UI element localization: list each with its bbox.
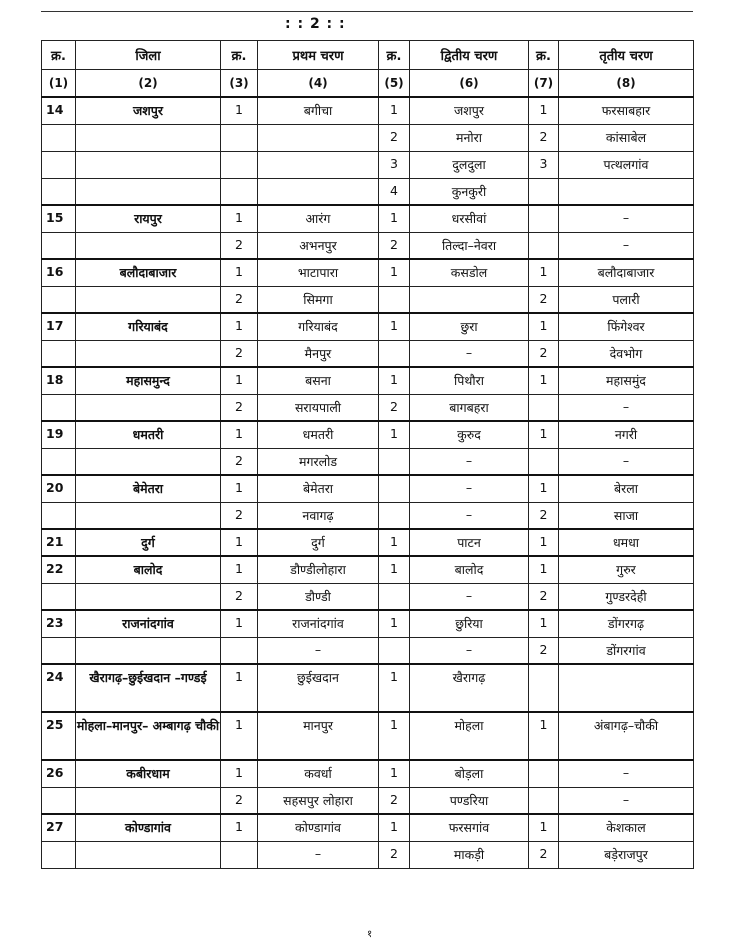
phase1-serial: 1 — [221, 664, 258, 712]
phase1-serial — [221, 151, 258, 178]
serial-number: 16 — [42, 259, 76, 286]
district-name: राजनांदगांव — [76, 610, 221, 637]
serial-number — [42, 787, 76, 814]
column-number: (7) — [529, 70, 559, 98]
phase2-block: मोहला — [410, 712, 529, 760]
table-row — [42, 583, 694, 610]
phase1-serial: 1 — [221, 475, 258, 502]
table-row — [42, 664, 694, 712]
top-rule — [41, 11, 693, 12]
phase1-serial: 1 — [221, 760, 258, 787]
header-serial-phase3: क्र. — [529, 41, 559, 70]
serial-number — [42, 583, 76, 610]
phase2-block: छुरा — [410, 313, 529, 340]
phase2-serial: 3 — [379, 151, 410, 178]
phase1-block: राजनांदगांव — [258, 610, 379, 637]
phase1-block: अभनपुर — [258, 232, 379, 259]
phase2-block: माकड़ी — [410, 841, 529, 868]
phase2-serial: 2 — [379, 124, 410, 151]
phase2-serial: 2 — [379, 787, 410, 814]
phase2-block: – — [410, 475, 529, 502]
district-name: बलौदाबाजार — [76, 259, 221, 286]
phase2-serial: 4 — [379, 178, 410, 205]
phase3-serial: 1 — [529, 712, 559, 760]
table-row — [42, 712, 694, 760]
table-row — [42, 394, 694, 421]
phase3-serial: 2 — [529, 841, 559, 868]
phase2-serial: 1 — [379, 259, 410, 286]
serial-number — [42, 637, 76, 664]
phase1-serial: 1 — [221, 610, 258, 637]
district-name — [76, 787, 221, 814]
serial-number — [42, 178, 76, 205]
phase2-block: – — [410, 340, 529, 367]
phase2-serial: 1 — [379, 97, 410, 124]
phase1-block: कवर्धा — [258, 760, 379, 787]
phase3-block: गुरुर — [559, 556, 694, 583]
phase3-block: – — [559, 394, 694, 421]
phase2-serial — [379, 502, 410, 529]
phase3-block: डोंगरगांव — [559, 637, 694, 664]
district-name: रायपुर — [76, 205, 221, 232]
phase2-serial: 1 — [379, 205, 410, 232]
phase2-serial: 2 — [379, 394, 410, 421]
phase1-block: मैनपुर — [258, 340, 379, 367]
phase2-serial — [379, 475, 410, 502]
table-row — [42, 367, 694, 394]
phase1-serial: 2 — [221, 340, 258, 367]
district-name: दुर्ग — [76, 529, 221, 556]
phase3-serial: 1 — [529, 814, 559, 841]
serial-number: 23 — [42, 610, 76, 637]
phase3-serial: 1 — [529, 610, 559, 637]
column-number: (5) — [379, 70, 410, 98]
phase3-block: पत्थलगांव — [559, 151, 694, 178]
phase1-block — [258, 151, 379, 178]
phase2-block: जशपुर — [410, 97, 529, 124]
phase3-serial: 1 — [529, 421, 559, 448]
table-row — [42, 286, 694, 313]
phase1-serial — [221, 637, 258, 664]
phase2-serial: 1 — [379, 313, 410, 340]
phase1-block: कोण्डागांव — [258, 814, 379, 841]
phase3-block: अंबागढ़–चौकी — [559, 712, 694, 760]
phase1-serial: 1 — [221, 367, 258, 394]
serial-number: 18 — [42, 367, 76, 394]
serial-number — [42, 841, 76, 868]
phase3-serial — [529, 394, 559, 421]
serial-number: 27 — [42, 814, 76, 841]
district-name: कबीरधाम — [76, 760, 221, 787]
table-row — [42, 97, 694, 124]
district-name — [76, 232, 221, 259]
phase2-serial: 1 — [379, 712, 410, 760]
phase2-block: फरसगांव — [410, 814, 529, 841]
table-row — [42, 610, 694, 637]
phase3-serial: 2 — [529, 637, 559, 664]
serial-number: 22 — [42, 556, 76, 583]
phase3-block: फरसाबहार — [559, 97, 694, 124]
district-phase-table — [41, 40, 694, 869]
serial-number: 25 — [42, 712, 76, 760]
district-name: खैरागढ़–छुईखदान –गण्डई — [76, 664, 221, 712]
header-row — [42, 41, 694, 70]
serial-number: 15 — [42, 205, 76, 232]
table-row — [42, 448, 694, 475]
phase1-serial: 1 — [221, 259, 258, 286]
phase2-block: बालोद — [410, 556, 529, 583]
phase2-block — [410, 286, 529, 313]
table-row — [42, 556, 694, 583]
phase1-serial: 1 — [221, 814, 258, 841]
table-row — [42, 259, 694, 286]
phase3-serial: 1 — [529, 529, 559, 556]
phase2-serial: 1 — [379, 610, 410, 637]
phase1-serial: 1 — [221, 556, 258, 583]
phase3-block: – — [559, 787, 694, 814]
phase1-block: बगीचा — [258, 97, 379, 124]
serial-number — [42, 151, 76, 178]
serial-number: 26 — [42, 760, 76, 787]
phase2-block: धरसीवां — [410, 205, 529, 232]
phase2-serial: 1 — [379, 664, 410, 712]
phase2-block: खैरागढ़ — [410, 664, 529, 712]
phase1-block: डौण्डी — [258, 583, 379, 610]
page-footer-mark: १ — [367, 929, 373, 940]
table-row — [42, 502, 694, 529]
serial-number — [42, 502, 76, 529]
phase3-serial — [529, 760, 559, 787]
phase3-block: कांसाबेल — [559, 124, 694, 151]
district-name: बेमेतरा — [76, 475, 221, 502]
district-name — [76, 151, 221, 178]
phase2-block: बोड़ला — [410, 760, 529, 787]
phase2-serial: 1 — [379, 367, 410, 394]
serial-number: 24 — [42, 664, 76, 712]
phase2-block: पण्डरिया — [410, 787, 529, 814]
district-name: बालोद — [76, 556, 221, 583]
header-phase1: प्रथम चरण — [258, 41, 379, 70]
column-number: (1) — [42, 70, 76, 98]
phase1-serial: 1 — [221, 205, 258, 232]
phase2-block: पिथौरा — [410, 367, 529, 394]
district-name: गरियाबंद — [76, 313, 221, 340]
phase2-serial: 1 — [379, 814, 410, 841]
phase1-serial: 2 — [221, 448, 258, 475]
phase1-block: धमतरी — [258, 421, 379, 448]
phase3-serial: 3 — [529, 151, 559, 178]
phase2-block: दुलदुला — [410, 151, 529, 178]
phase1-serial: 2 — [221, 583, 258, 610]
phase2-block: बागबहरा — [410, 394, 529, 421]
district-name — [76, 340, 221, 367]
phase2-block: छुरिया — [410, 610, 529, 637]
phase3-serial: 2 — [529, 583, 559, 610]
phase1-block: नवागढ़ — [258, 502, 379, 529]
column-number-row — [42, 70, 694, 98]
phase3-serial: 1 — [529, 313, 559, 340]
phase3-block: बलौदाबाजार — [559, 259, 694, 286]
phase1-block: सिमगा — [258, 286, 379, 313]
phase2-block: – — [410, 448, 529, 475]
phase2-block: – — [410, 637, 529, 664]
phase2-serial — [379, 340, 410, 367]
district-name: जशपुर — [76, 97, 221, 124]
serial-number: 21 — [42, 529, 76, 556]
phase2-serial — [379, 583, 410, 610]
phase1-serial: 2 — [221, 787, 258, 814]
district-name — [76, 637, 221, 664]
phase1-block: सहसपुर लोहारा — [258, 787, 379, 814]
district-name — [76, 583, 221, 610]
phase3-block: धमधा — [559, 529, 694, 556]
table-row — [42, 760, 694, 787]
phase3-block: बेरला — [559, 475, 694, 502]
phase3-serial: 2 — [529, 502, 559, 529]
district-name — [76, 124, 221, 151]
phase3-block — [559, 664, 694, 712]
phase3-block: बड़ेराजपुर — [559, 841, 694, 868]
phase1-block: बसना — [258, 367, 379, 394]
table-row — [42, 151, 694, 178]
district-name: धमतरी — [76, 421, 221, 448]
table-row — [42, 124, 694, 151]
phase3-block: – — [559, 232, 694, 259]
phase1-block: छुईखदान — [258, 664, 379, 712]
phase2-serial: 2 — [379, 232, 410, 259]
header-serial: क्र. — [42, 41, 76, 70]
phase1-block: मगरलोड — [258, 448, 379, 475]
phase3-block — [559, 178, 694, 205]
table-row — [42, 475, 694, 502]
phase3-block: डोंगरगढ़ — [559, 610, 694, 637]
phase3-serial: 2 — [529, 124, 559, 151]
phase2-block: मनोरा — [410, 124, 529, 151]
serial-number — [42, 232, 76, 259]
district-name — [76, 178, 221, 205]
serial-number — [42, 340, 76, 367]
phase2-block: कुनकुरी — [410, 178, 529, 205]
phase3-block: महासमुंद — [559, 367, 694, 394]
phase1-serial: 1 — [221, 97, 258, 124]
phase1-block: डौण्डीलोहारा — [258, 556, 379, 583]
phase1-serial — [221, 178, 258, 205]
table-row — [42, 340, 694, 367]
phase1-block: मानपुर — [258, 712, 379, 760]
phase1-serial: 2 — [221, 394, 258, 421]
phase3-block: पलारी — [559, 286, 694, 313]
phase3-block: फिंगेश्वर — [559, 313, 694, 340]
phase3-serial — [529, 787, 559, 814]
serial-number: 19 — [42, 421, 76, 448]
header-phase3: तृतीय चरण — [559, 41, 694, 70]
phase3-serial: 1 — [529, 259, 559, 286]
header-serial-phase1: क्र. — [221, 41, 258, 70]
phase3-serial: 1 — [529, 367, 559, 394]
table-row — [42, 814, 694, 841]
phase1-block: – — [258, 637, 379, 664]
phase2-serial — [379, 637, 410, 664]
phase1-serial: 1 — [221, 529, 258, 556]
phase3-block: गुण्डरदेही — [559, 583, 694, 610]
column-number: (3) — [221, 70, 258, 98]
district-name — [76, 841, 221, 868]
table-row — [42, 232, 694, 259]
district-name — [76, 286, 221, 313]
phase1-block: गरियाबंद — [258, 313, 379, 340]
phase2-block: कसडोल — [410, 259, 529, 286]
phase3-block: केशकाल — [559, 814, 694, 841]
phase2-block: तिल्दा–नेवरा — [410, 232, 529, 259]
phase1-block: सरायपाली — [258, 394, 379, 421]
table-row — [42, 637, 694, 664]
phase3-block: – — [559, 205, 694, 232]
table-row — [42, 841, 694, 868]
page-number: : : 2 : : — [285, 16, 346, 32]
phase3-block: देवभोग — [559, 340, 694, 367]
phase3-serial: 1 — [529, 97, 559, 124]
phase3-block: – — [559, 760, 694, 787]
phase2-serial: 1 — [379, 556, 410, 583]
district-name: मोहला–मानपुर– अम्बागढ़ चौकी — [76, 712, 221, 760]
serial-number — [42, 286, 76, 313]
district-name — [76, 448, 221, 475]
table-row — [42, 178, 694, 205]
phase1-block: दुर्ग — [258, 529, 379, 556]
column-number: (4) — [258, 70, 379, 98]
phase3-serial — [529, 205, 559, 232]
phase3-serial: 1 — [529, 556, 559, 583]
table-body — [42, 97, 694, 868]
phase1-serial: 1 — [221, 712, 258, 760]
phase2-serial — [379, 448, 410, 475]
phase3-serial: 1 — [529, 475, 559, 502]
phase3-block: साजा — [559, 502, 694, 529]
serial-number — [42, 394, 76, 421]
phase3-serial — [529, 232, 559, 259]
phase2-serial: 1 — [379, 760, 410, 787]
phase2-block: कुरुद — [410, 421, 529, 448]
phase3-block: नगरी — [559, 421, 694, 448]
header-serial-phase2: क्र. — [379, 41, 410, 70]
phase1-serial: 1 — [221, 421, 258, 448]
header-district: जिला — [76, 41, 221, 70]
district-name: कोण्डागांव — [76, 814, 221, 841]
serial-number: 14 — [42, 97, 76, 124]
phase1-block: बेमेतरा — [258, 475, 379, 502]
district-name: महासमुन्द — [76, 367, 221, 394]
phase1-block: भाटापारा — [258, 259, 379, 286]
table-row — [42, 205, 694, 232]
header-phase2: द्वितीय चरण — [410, 41, 529, 70]
phase1-serial — [221, 124, 258, 151]
phase2-serial — [379, 286, 410, 313]
phase2-block: – — [410, 583, 529, 610]
phase3-serial — [529, 448, 559, 475]
column-number: (2) — [76, 70, 221, 98]
column-number: (6) — [410, 70, 529, 98]
phase1-block — [258, 124, 379, 151]
phase1-serial: 1 — [221, 313, 258, 340]
serial-number: 17 — [42, 313, 76, 340]
phase1-block — [258, 178, 379, 205]
phase3-serial: 2 — [529, 286, 559, 313]
table-row — [42, 313, 694, 340]
serial-number — [42, 448, 76, 475]
column-number: (8) — [559, 70, 694, 98]
phase1-block: – — [258, 841, 379, 868]
district-name — [76, 502, 221, 529]
serial-number — [42, 124, 76, 151]
phase3-serial — [529, 664, 559, 712]
phase1-serial: 2 — [221, 286, 258, 313]
phase2-serial: 1 — [379, 529, 410, 556]
phase1-serial: 2 — [221, 232, 258, 259]
table-row — [42, 787, 694, 814]
phase2-serial: 1 — [379, 421, 410, 448]
phase3-serial: 2 — [529, 340, 559, 367]
table-row — [42, 421, 694, 448]
serial-number: 20 — [42, 475, 76, 502]
phase1-serial — [221, 841, 258, 868]
phase3-block: – — [559, 448, 694, 475]
phase1-block: आरंग — [258, 205, 379, 232]
district-name — [76, 394, 221, 421]
phase2-block: पाटन — [410, 529, 529, 556]
phase3-serial — [529, 178, 559, 205]
phase2-block: – — [410, 502, 529, 529]
phase2-serial: 2 — [379, 841, 410, 868]
phase1-serial: 2 — [221, 502, 258, 529]
table-row — [42, 529, 694, 556]
